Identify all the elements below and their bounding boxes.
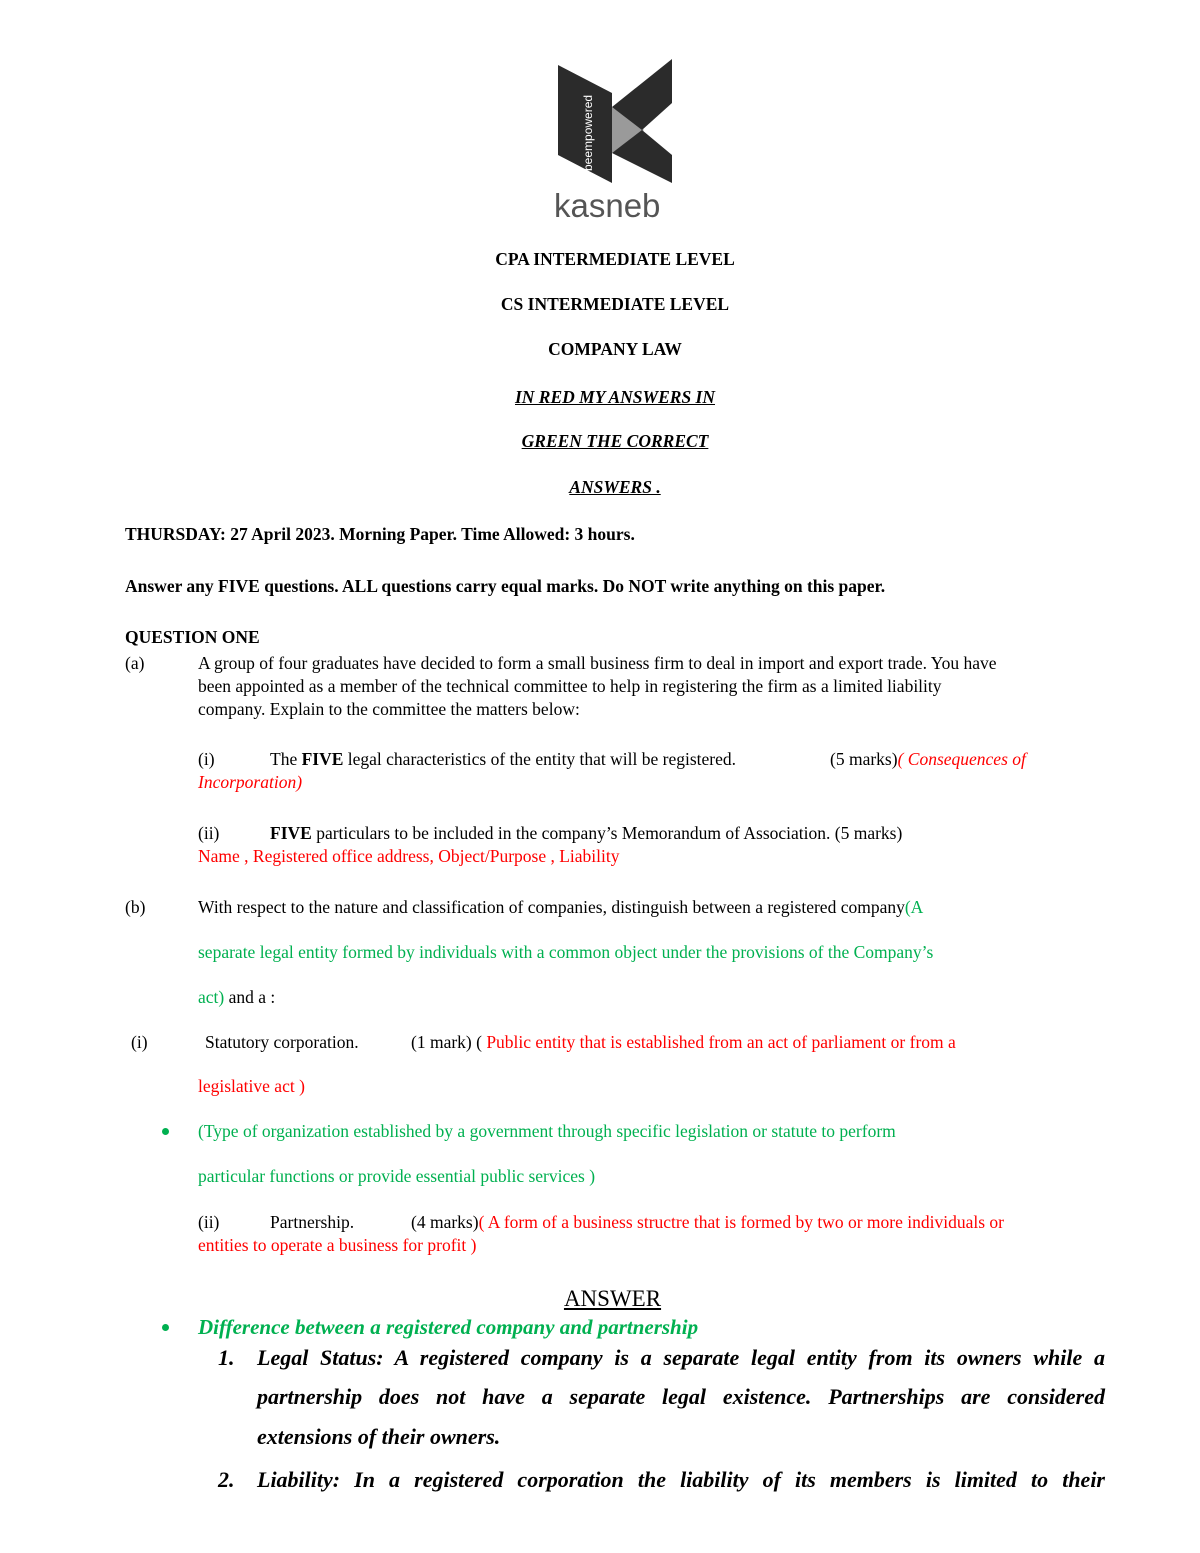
- part-b-text: With respect to the nature and classification of companies, distinguish between a registered company: [198, 897, 905, 917]
- part-b-green-answer-line2: separate legal entity formed by individuals with a common object under the provisions of the Company’s: [198, 942, 934, 962]
- part-a-i-pre: The: [270, 749, 302, 769]
- part-a-ii-label: (ii): [198, 823, 220, 843]
- bullet-icon: [162, 1128, 169, 1135]
- part-b-ii-red-answer: ( A form of a business structre that is formed by two or more individuals or: [478, 1212, 1004, 1232]
- exam-info: THURSDAY: 27 April 2023. Morning Paper. Time Allowed: 3 hours.: [125, 524, 635, 544]
- part-b-ii-answer: [411, 1211, 1004, 1233]
- part-a-i-red-answer: ( Consequences of: [897, 749, 1026, 769]
- part-b-ii-red-answer-cont: entities to operate a business for profit ): [198, 1235, 477, 1255]
- part-b-i-label: (i): [131, 1032, 148, 1052]
- level-title-cs: CS INTERMEDIATE LEVEL: [500, 294, 730, 314]
- answer-item-1-line2: partnership does not have a separate legal existence. Partnerships are considered: [257, 1384, 1105, 1409]
- answer-item-2-number: 2.: [218, 1467, 235, 1492]
- part-a-line3: company. Explain to the committee the matters below:: [198, 699, 580, 719]
- kasneb-logo-mark: [540, 55, 690, 225]
- part-b-i-green-answer-cont: particular functions or provide essential public services ): [198, 1166, 596, 1186]
- part-a-i-label: (i): [198, 749, 215, 769]
- part-b-i-red-answer-cont: legislative act ): [198, 1076, 305, 1096]
- part-b-i-answer: [411, 1031, 956, 1053]
- logo-wordmark: kasneb: [554, 187, 661, 224]
- answer-item-1-line3: extensions of their owners.: [257, 1424, 501, 1449]
- kasneb-logo: [540, 55, 690, 225]
- answer-item-1-number: 1.: [218, 1345, 235, 1370]
- part-a-i-bold: FIVE: [301, 749, 344, 769]
- part-a-label: (a): [125, 653, 145, 673]
- part-a-ii-text: particulars to be included in the company’s Memorandum of Association. (5 marks): [311, 823, 903, 843]
- part-a-line1: A group of four graduates have decided to form a small business firm to deal in import and export trade. You have: [198, 653, 997, 673]
- part-b-i-marks: (1 mark) (: [411, 1032, 482, 1052]
- color-note-line3: ANSWERS .: [569, 477, 661, 497]
- part-b-ii-question: Partnership.: [270, 1212, 355, 1232]
- color-note-line2: GREEN THE CORRECT: [521, 431, 709, 451]
- part-a-i-answer: [830, 748, 1026, 770]
- part-b-tail: and a :: [224, 987, 276, 1007]
- part-b-green-answer: (A: [904, 897, 924, 917]
- logo-tagline: beempowered: [581, 94, 595, 171]
- answer-heading: ANSWER: [563, 1286, 662, 1311]
- part-b-question: [198, 896, 923, 918]
- color-note-line1: IN RED MY ANSWERS IN: [514, 387, 715, 407]
- part-b-ii-marks: (4 marks): [411, 1212, 479, 1232]
- question-title: QUESTION ONE: [125, 627, 260, 647]
- part-b-ii-label: (ii): [198, 1212, 220, 1232]
- part-a-line2: been appointed as a member of the technical committee to help in registering the firm as a limited liability: [198, 676, 942, 696]
- part-b-line3: [198, 986, 275, 1008]
- part-a-ii-red-answer: Name , Registered office address, Object/Purpose , Liability: [198, 846, 620, 866]
- answer-subheading: Difference between a registered company and partnership: [198, 1315, 699, 1339]
- bullet-icon: [162, 1324, 169, 1331]
- part-a-ii-bold: FIVE: [270, 823, 312, 843]
- answer-item-1-line1: Legal Status: A registered company is a separate legal entity from its owners while a: [257, 1345, 1105, 1370]
- part-b-i-question: Statutory corporation.: [205, 1032, 359, 1052]
- part-a-i-marks: (5 marks): [830, 749, 898, 769]
- subject-title: COMPANY LAW: [548, 339, 682, 359]
- part-b-i-red-answer: Public entity that is established from an act of parliament or from a: [481, 1032, 956, 1052]
- part-b-i-green-answer: (Type of organization established by a government through specific legislation or statute to perform: [198, 1121, 896, 1141]
- answer-item-2-line1: Liability: In a registered corporation the liability of its members is limited to their: [257, 1467, 1105, 1492]
- level-title-cpa: CPA INTERMEDIATE LEVEL: [495, 249, 735, 269]
- part-a-i-red-answer-cont: Incorporation): [198, 772, 303, 792]
- part-b-label: (b): [125, 897, 146, 917]
- instructions: Answer any FIVE questions. ALL questions carry equal marks. Do NOT write anything on this paper.: [125, 576, 886, 596]
- part-a-i-question: [270, 748, 736, 770]
- part-a-ii-question: [270, 822, 902, 844]
- part-b-green-answer-line3: act): [198, 987, 225, 1007]
- part-a-i-text: legal characteristics of the entity that will be registered.: [343, 749, 737, 769]
